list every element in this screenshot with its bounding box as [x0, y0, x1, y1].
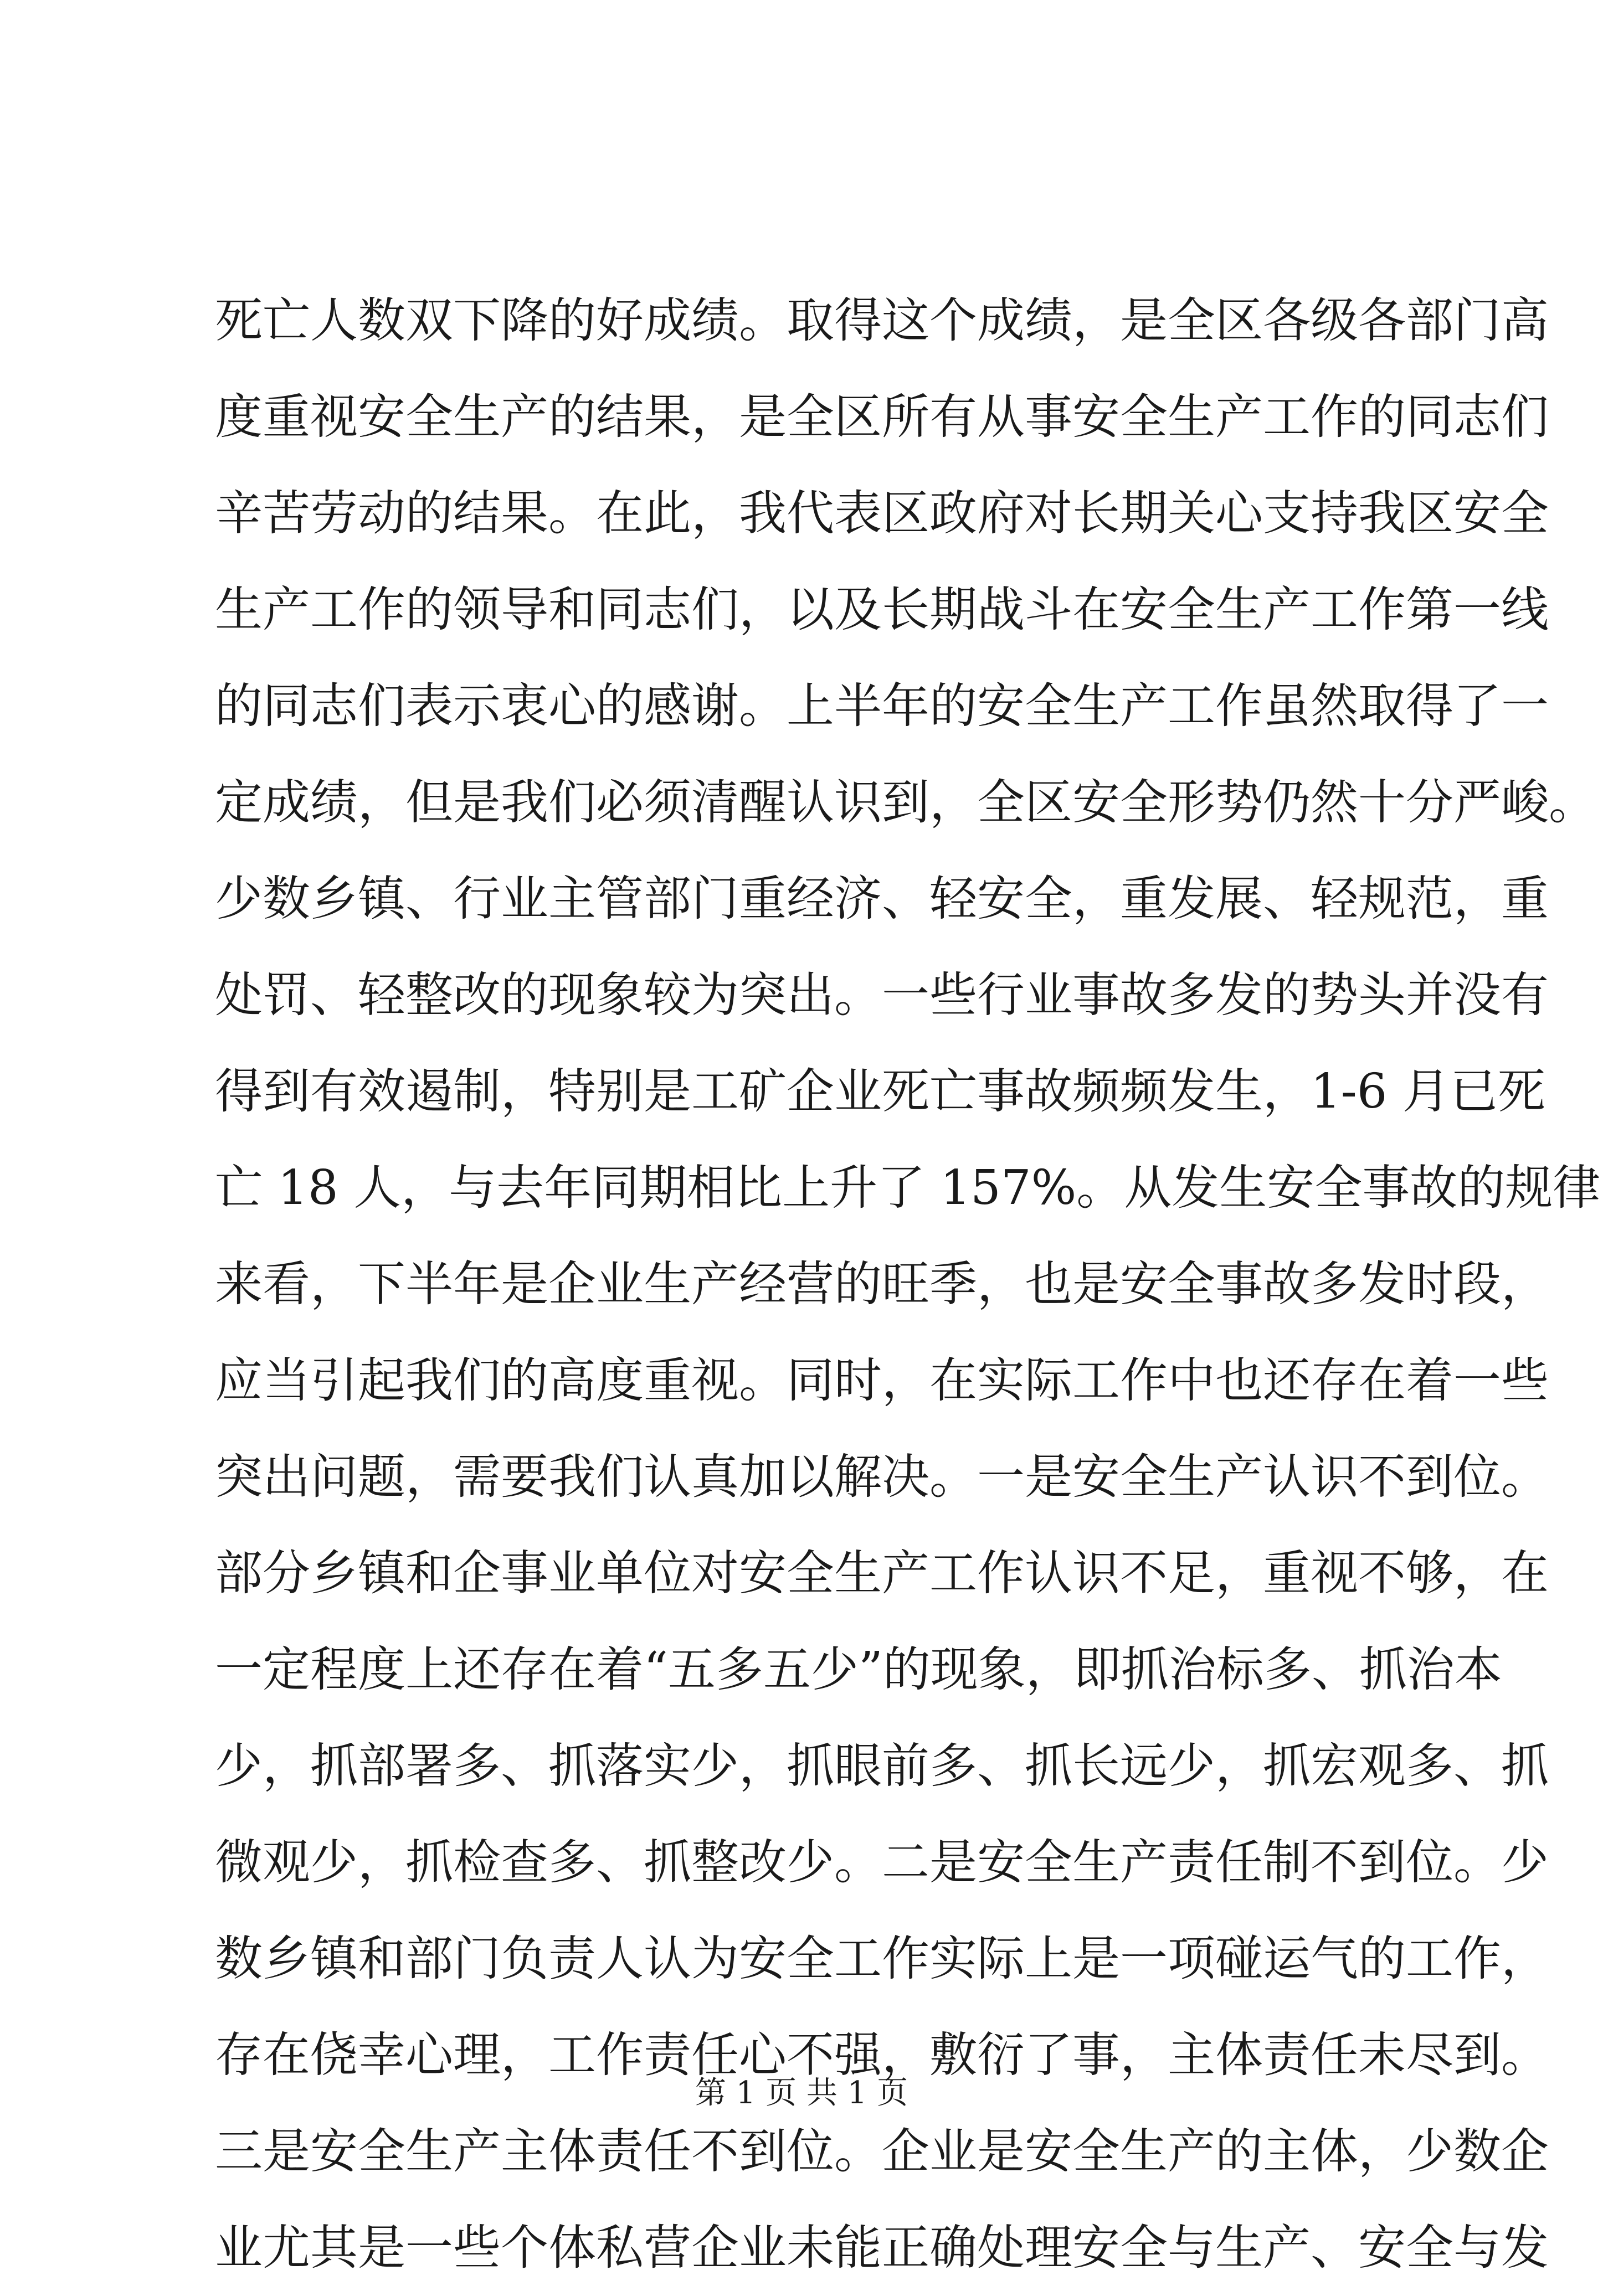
- text-line: 部分乡镇和企事业单位对安全生产工作认识不足，重视不够，在: [215, 1546, 1549, 1601]
- text-line: 少，抓部署多、抓落实少，抓眼前多、抓长远少，抓宏观多、抓: [215, 1738, 1549, 1794]
- text-line: 数乡镇和部门负责人认为安全工作实际上是一项碰运气的工作，: [215, 1931, 1549, 1986]
- text-line: 处罚、轻整改的现象较为突出。一些行业事故多发的势头并没有: [215, 967, 1549, 1023]
- text-line: 亡 18 人，与去年同期相比上升了 157%。从发生安全事故的规律: [215, 1160, 1601, 1216]
- body-text: [215, 272, 1601, 2296]
- text-line: 死亡人数双下降的好成绩。取得这个成绩，是全区各级各部门高: [215, 293, 1549, 348]
- text-line: 存在侥幸心理，工作责任心不强，敷衍了事，主体责任未尽到。: [215, 2027, 1549, 2083]
- text-line: 度重视安全生产的结果，是全区所有从事安全生产工作的同志们: [215, 389, 1549, 445]
- text-line: 来看，下半年是企业生产经营的旺季，也是安全事故多发时段，: [215, 1257, 1549, 1312]
- text-line: 一定程度上还存在着“五多五少”的现象，即抓治标多、抓治本: [215, 1642, 1502, 1697]
- text-line: 微观少，抓检查多、抓整改少。二是安全生产责任制不到位。少: [215, 1835, 1549, 1890]
- text-line: 三是安全生产主体责任不到位。企业是安全生产的主体，少数企: [215, 2124, 1549, 2179]
- text-line: 辛苦劳动的结果。在此，我代表区政府对长期关心支持我区安全: [215, 486, 1549, 541]
- text-line: 得到有效遏制，特别是工矿企业死亡事故频频发生，1-6 月已死: [215, 1064, 1545, 1119]
- page-number-footer: 第 1 页 共 1 页: [695, 2075, 908, 2111]
- text-line: 少数乡镇、行业主管部门重经济、轻安全，重发展、轻规范，重: [215, 871, 1549, 926]
- text-line: 突出问题，需要我们认真加以解决。一是安全生产认识不到位。: [215, 1449, 1549, 1505]
- text-line: 业尤其是一些个体私营企业未能正确处理安全与生产、安全与发: [215, 2220, 1549, 2276]
- text-line: 的同志们表示衷心的感谢。上半年的安全生产工作虽然取得了一: [215, 678, 1549, 734]
- text-line: 定成绩，但是我们必须清醒认识到，全区安全形势仍然十分严峻。: [215, 775, 1596, 830]
- text-line: 应当引起我们的高度重视。同时，在实际工作中也还存在着一些: [215, 1353, 1549, 1408]
- text-line: 生产工作的领导和同志们，以及长期战斗在安全生产工作第一线: [215, 582, 1549, 637]
